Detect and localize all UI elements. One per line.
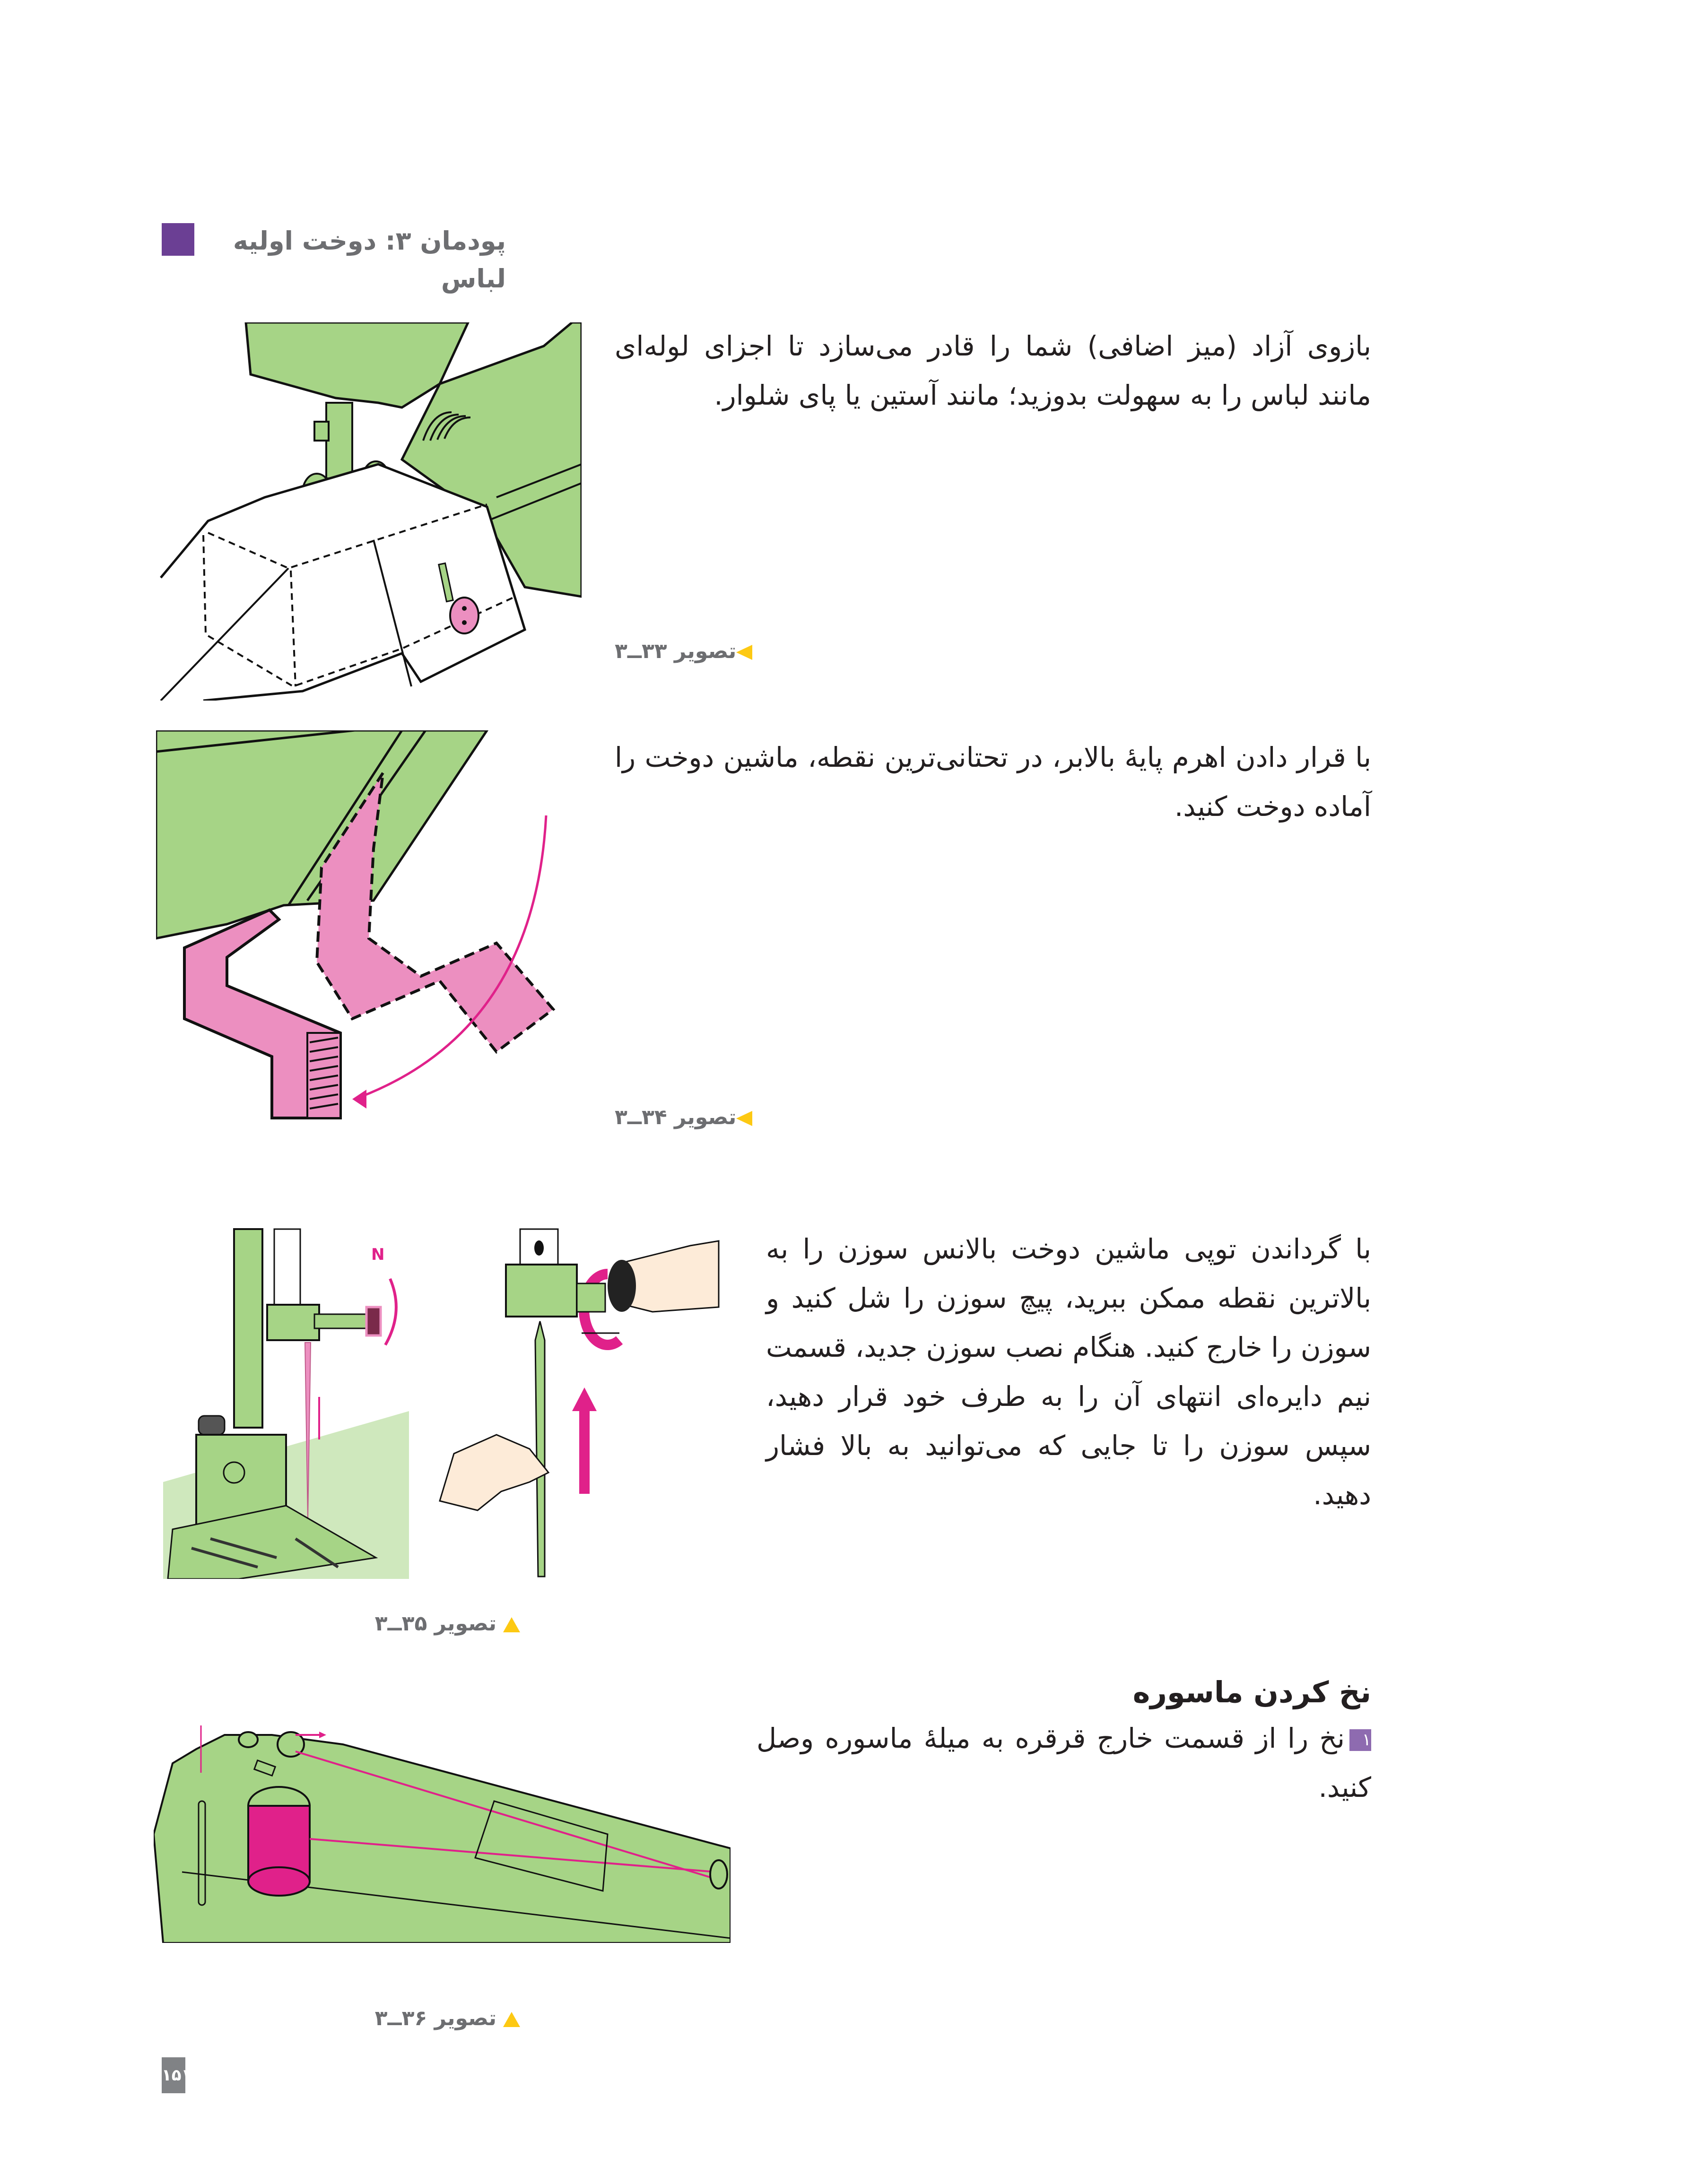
figure-35a-illustration — [163, 1227, 409, 1579]
caption-marker-icon — [503, 1617, 520, 1632]
module-title: پودمان ۳: دوخت اولیه لباس — [233, 226, 506, 294]
svg-text:N: N — [371, 1245, 385, 1264]
module-color-square — [162, 223, 194, 256]
figure-34-caption-text: تصویر ۳۴ــ۳ — [615, 1105, 737, 1129]
figure-36-caption — [369, 2004, 520, 2033]
step-number-badge: ۱ — [1349, 1729, 1371, 1751]
figure-36-illustration — [154, 1716, 731, 1943]
figure-34-caption — [615, 1103, 804, 1132]
section-heading-bobbin-winding: نخ کردن ماسوره — [1132, 1675, 1371, 1709]
page-number: ۱۵۱ — [162, 2057, 185, 2093]
figure-33-caption — [615, 637, 804, 666]
paragraph-presser-lever: با قرار دادن اهرم پایهٔ بالابر، در تحتانی‌ترین نقطه، ماشین دوخت را آماده دوخت کنید. — [615, 741, 1371, 823]
figure-36-caption-text: تصویر ۳۶ــ۳ — [374, 2006, 496, 2030]
figure-33-illustration — [156, 322, 582, 701]
caption-marker-icon — [736, 1111, 752, 1126]
figure-35-caption-text: تصویر ۳۵ــ۳ — [374, 1612, 496, 1636]
figure-35b-illustration — [435, 1227, 728, 1579]
paragraph-free-arm: بازوی آزاد (میز اضافی) شما را قادر می‌سازد تا اجزای لوله‌ای مانند لباس را به سهولت بدوزید؛ مانند آستین یا پای شلوار. — [615, 330, 1371, 411]
figure-35-caption — [369, 1610, 520, 1638]
figure-34-illustration — [156, 730, 591, 1123]
figure-33-caption-text: تصویر ۳۳ــ۳ — [615, 639, 737, 663]
caption-marker-icon — [503, 2012, 520, 2027]
paragraph-needle-replacement: با گرداندن توپی ماشین دوخت بالانس سوزن را به بالاترین نقطه ممکن ببرید، پیچ سوزن را شل کنید و سوزن را خارج کنید. هنگام نصب سوزن جدید، قسمت نیم دایره‌ای انتهای آن را به طرف خود قرار دهید، سپس سوزن را تا جایی که می‌توانید به بالا فشار دهید. — [766, 1233, 1371, 1511]
caption-marker-icon — [736, 645, 752, 660]
step-1-text: نخ را از قسمت خارج قرقره به میلهٔ ماسوره وصل کنید. — [757, 1722, 1371, 1803]
step-1 — [757, 1714, 1371, 1812]
